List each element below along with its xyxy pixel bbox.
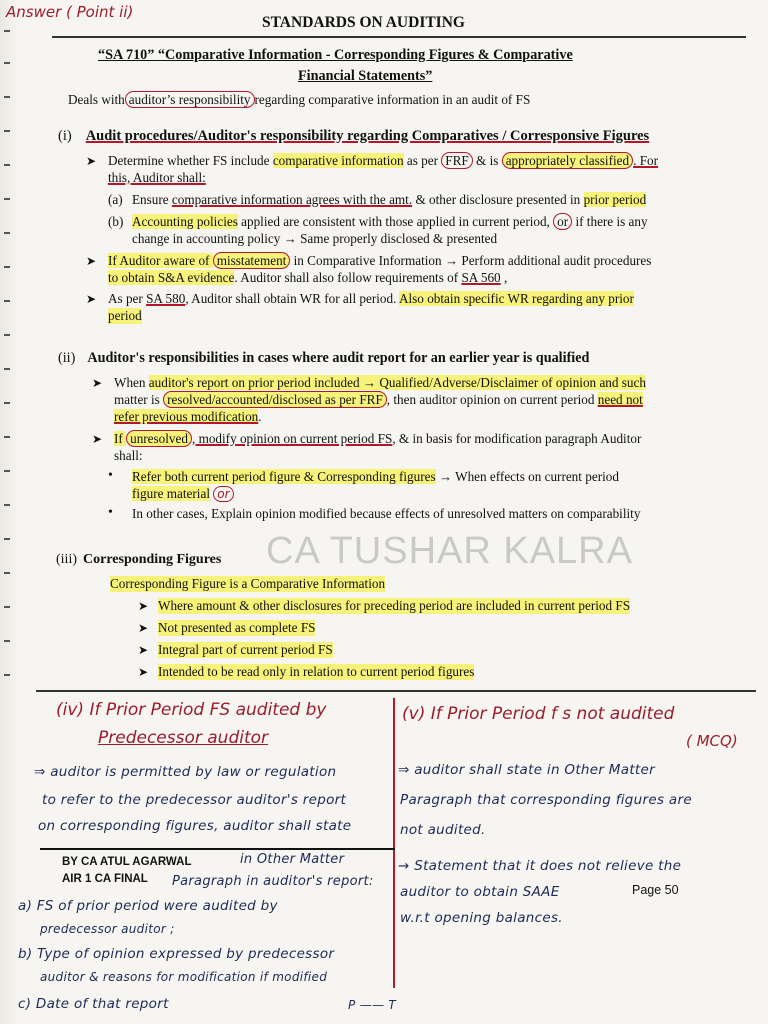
sec2-sub1-line2	[132, 486, 234, 502]
footer-author: BY CA ATUL AGARWAL	[62, 856, 192, 868]
sec2-point1-line3	[114, 409, 262, 425]
hand-left-line: to refer to the predecessor auditor's report	[42, 792, 347, 808]
hand-right-line: Paragraph that corresponding figures are	[400, 792, 692, 808]
margin-note: Answer ( Point ii)	[6, 3, 134, 21]
hand-left-line: on corresponding figures, auditor shall state	[38, 818, 352, 834]
section-number: (ii)	[58, 350, 76, 366]
intro-highlight: auditor’s responsibility	[125, 91, 255, 108]
highlight: Also obtain specific WR regarding any prior	[398, 291, 634, 306]
dot-bullet-icon: •	[108, 468, 113, 483]
highlight: figure material	[132, 486, 210, 501]
text: as per	[403, 153, 442, 168]
sec1-point1-line2: this, Auditor shall:	[108, 170, 206, 185]
highlight: → Qualified/Adverse/Disclaimer of opinion and such	[359, 375, 646, 390]
hand-left-item-b: b) Type of opinion expressed by predecessor	[18, 946, 335, 962]
underlined: SA 580	[146, 291, 186, 306]
sa-intro	[68, 92, 530, 108]
hand-left-item-a: a) FS of prior period were audited by	[18, 898, 278, 914]
section-title: Auditor's responsibilities in cases where audit report for an earlier year is qualified	[87, 350, 590, 366]
circled-highlight: resolved/accounted/disclosed as per FRF	[163, 391, 387, 408]
sec1-point1	[108, 153, 753, 169]
section-title: Audit procedures/Auditor's responsibility regarding Comparatives / Corresponsive Figures	[85, 128, 650, 144]
sec1-point2	[108, 253, 651, 269]
hand-right-line: w.r.t opening balances.	[400, 910, 563, 926]
arrow-bullet-icon: ➤	[86, 154, 97, 168]
arrow-bullet-icon: ➤	[92, 376, 103, 390]
text: . For	[633, 153, 659, 168]
hand-right-line: auditor to obtain SAAE	[400, 884, 560, 900]
text: if there is any	[572, 214, 648, 229]
underlined: SA 560	[461, 270, 501, 285]
underlined: with the amt.	[339, 192, 413, 207]
hand-right-line: → Statement that it does not relieve the	[398, 858, 682, 874]
hand-right-mcq: ( MCQ)	[686, 732, 738, 750]
section-i-heading	[58, 128, 649, 145]
hand-left-item-c: c) Date of that report	[18, 996, 169, 1012]
sec2-sub1	[132, 469, 619, 485]
section-ii-heading	[58, 350, 589, 367]
sec3-subtitle: Corresponding Figure is a Comparative Information	[110, 576, 386, 591]
arrow-bullet-icon: ➤	[86, 254, 97, 268]
hand-left-heading-2: Predecessor auditor	[98, 728, 269, 748]
watermark: CA TUSHAR KALRA	[266, 530, 633, 572]
sec3-item: Where amount & other disclosures for preceding period are included in current period FS	[158, 598, 631, 613]
intro-text: Deals with	[68, 92, 125, 107]
hand-left-line: Paragraph in auditor's report:	[172, 874, 374, 889]
hand-right-heading: (v) If Prior Period f s not audited	[402, 704, 675, 724]
highlight: need not	[597, 392, 643, 407]
sec1-item-a	[132, 192, 646, 208]
highlight: Refer both current period figure & Corresponding figures	[132, 469, 436, 484]
circled-highlight: misstatement	[213, 252, 291, 269]
text: .	[258, 409, 262, 424]
text: & is	[472, 153, 502, 168]
text: When	[114, 375, 149, 390]
text: & other disclosure presented in	[412, 192, 584, 207]
sec1-item-b-line2: change in accounting policy → Same properly disclosed & presented	[132, 231, 498, 246]
sec1-item-b-label: (b)	[108, 214, 124, 229]
arrow-bullet-icon: ➤	[138, 643, 149, 657]
column-divider	[393, 698, 395, 988]
sec3-item: Integral part of current period FS	[158, 642, 333, 657]
sec1-item-a-label: (a)	[108, 192, 123, 207]
sec3-item: Not presented as complete FS	[158, 620, 316, 635]
hand-left-line: ⇒ auditor is permitted by law or regulation	[34, 764, 337, 780]
circled-text: or	[553, 213, 572, 230]
section-number: (i)	[58, 128, 72, 144]
highlight: If	[114, 431, 127, 446]
sec3-item: Intended to be read only in relation to current period figures	[158, 664, 475, 679]
highlight: Accounting policies	[132, 214, 238, 229]
circled-text: FRF	[441, 152, 472, 169]
arrow-bullet-icon: ➤	[138, 599, 149, 613]
underlined: comparative information agrees	[171, 192, 340, 207]
highlight: refer previous modification	[114, 409, 259, 424]
hand-end-mark: P —— T	[348, 998, 396, 1012]
underlined: , modify opinion on current period FS	[191, 431, 393, 446]
highlight: prior period	[583, 192, 647, 207]
hand-left-item-a-cont: predecessor auditor ;	[40, 922, 175, 936]
page-header-title: STANDARDS ON AUDITING	[262, 14, 465, 31]
circled-or: or	[213, 486, 233, 502]
page-number: Page 50	[632, 883, 679, 897]
text: ,	[500, 270, 508, 285]
sa-title-line2: Financial Statements”	[298, 68, 433, 84]
section-iii-heading	[56, 552, 221, 568]
text: Ensure	[132, 192, 172, 207]
highlight: comparative information	[272, 153, 404, 168]
circled-highlight: appropriately classified	[502, 152, 633, 169]
arrow-bullet-icon: ➤	[92, 432, 103, 446]
text: matter is	[114, 392, 164, 407]
section-number: (iii)	[56, 552, 77, 567]
sa-title-line1: “SA 710” “Comparative Information - Corresponding Figures & Comparative	[98, 47, 573, 63]
section-title: Corresponding Figures	[83, 552, 222, 567]
sec2-point2	[114, 431, 641, 447]
divider-footer	[40, 848, 395, 850]
hand-right-line: not audited.	[400, 822, 486, 838]
hand-left-item-b-cont: auditor & reasons for modification if modified	[40, 970, 328, 984]
intro-text-rest: regarding comparative information in an audit of FS	[254, 92, 531, 107]
text: → When effects on current period	[435, 469, 619, 484]
circled-highlight: unresolved	[126, 430, 192, 447]
header-rule	[52, 36, 746, 38]
sec2-point1-line2	[114, 392, 643, 408]
sec1-point2-line2	[108, 270, 507, 286]
text: , & in basis for modification paragraph Auditor	[392, 431, 642, 446]
highlight: If Auditor aware of	[108, 253, 213, 268]
sec1-point3-line2: period	[108, 308, 142, 323]
arrow-bullet-icon: ➤	[138, 665, 149, 679]
text: As per	[108, 291, 147, 306]
text: , Auditor shall obtain WR for all period.	[185, 291, 399, 306]
divider-top	[36, 690, 756, 692]
sec2-sub2: In other cases, Explain opinion modified because effects of unresolved matters on comparability	[132, 506, 641, 521]
footer-credential: AIR 1 CA FINAL	[62, 873, 148, 885]
binding-edge	[0, 0, 14, 1024]
highlight: auditor's report on prior period included	[148, 375, 360, 390]
highlight: to obtain S&A evidence	[108, 270, 235, 285]
arrow-bullet-icon: ➤	[86, 292, 97, 306]
sec1-point3	[108, 291, 634, 307]
text: , then auditor opinion on current period	[386, 392, 598, 407]
text: . Auditor shall also follow requirements of	[234, 270, 462, 285]
text: applied are consistent with those applied in current period,	[237, 214, 554, 229]
sec2-point1	[114, 375, 646, 391]
dot-bullet-icon: •	[108, 505, 113, 520]
arrow-bullet-icon: ➤	[138, 621, 149, 635]
sec2-point2-line2: shall:	[114, 448, 143, 463]
sec1-item-b	[132, 214, 648, 230]
hand-left-heading-1: (iv) If Prior Period FS audited by	[56, 700, 327, 720]
text: Determine whether FS include	[108, 153, 273, 168]
hand-left-line: in Other Matter	[240, 852, 345, 867]
text: in Comparative Information → Perform additional audit procedures	[290, 253, 652, 268]
hand-right-line: ⇒ auditor shall state in Other Matter	[398, 762, 655, 778]
